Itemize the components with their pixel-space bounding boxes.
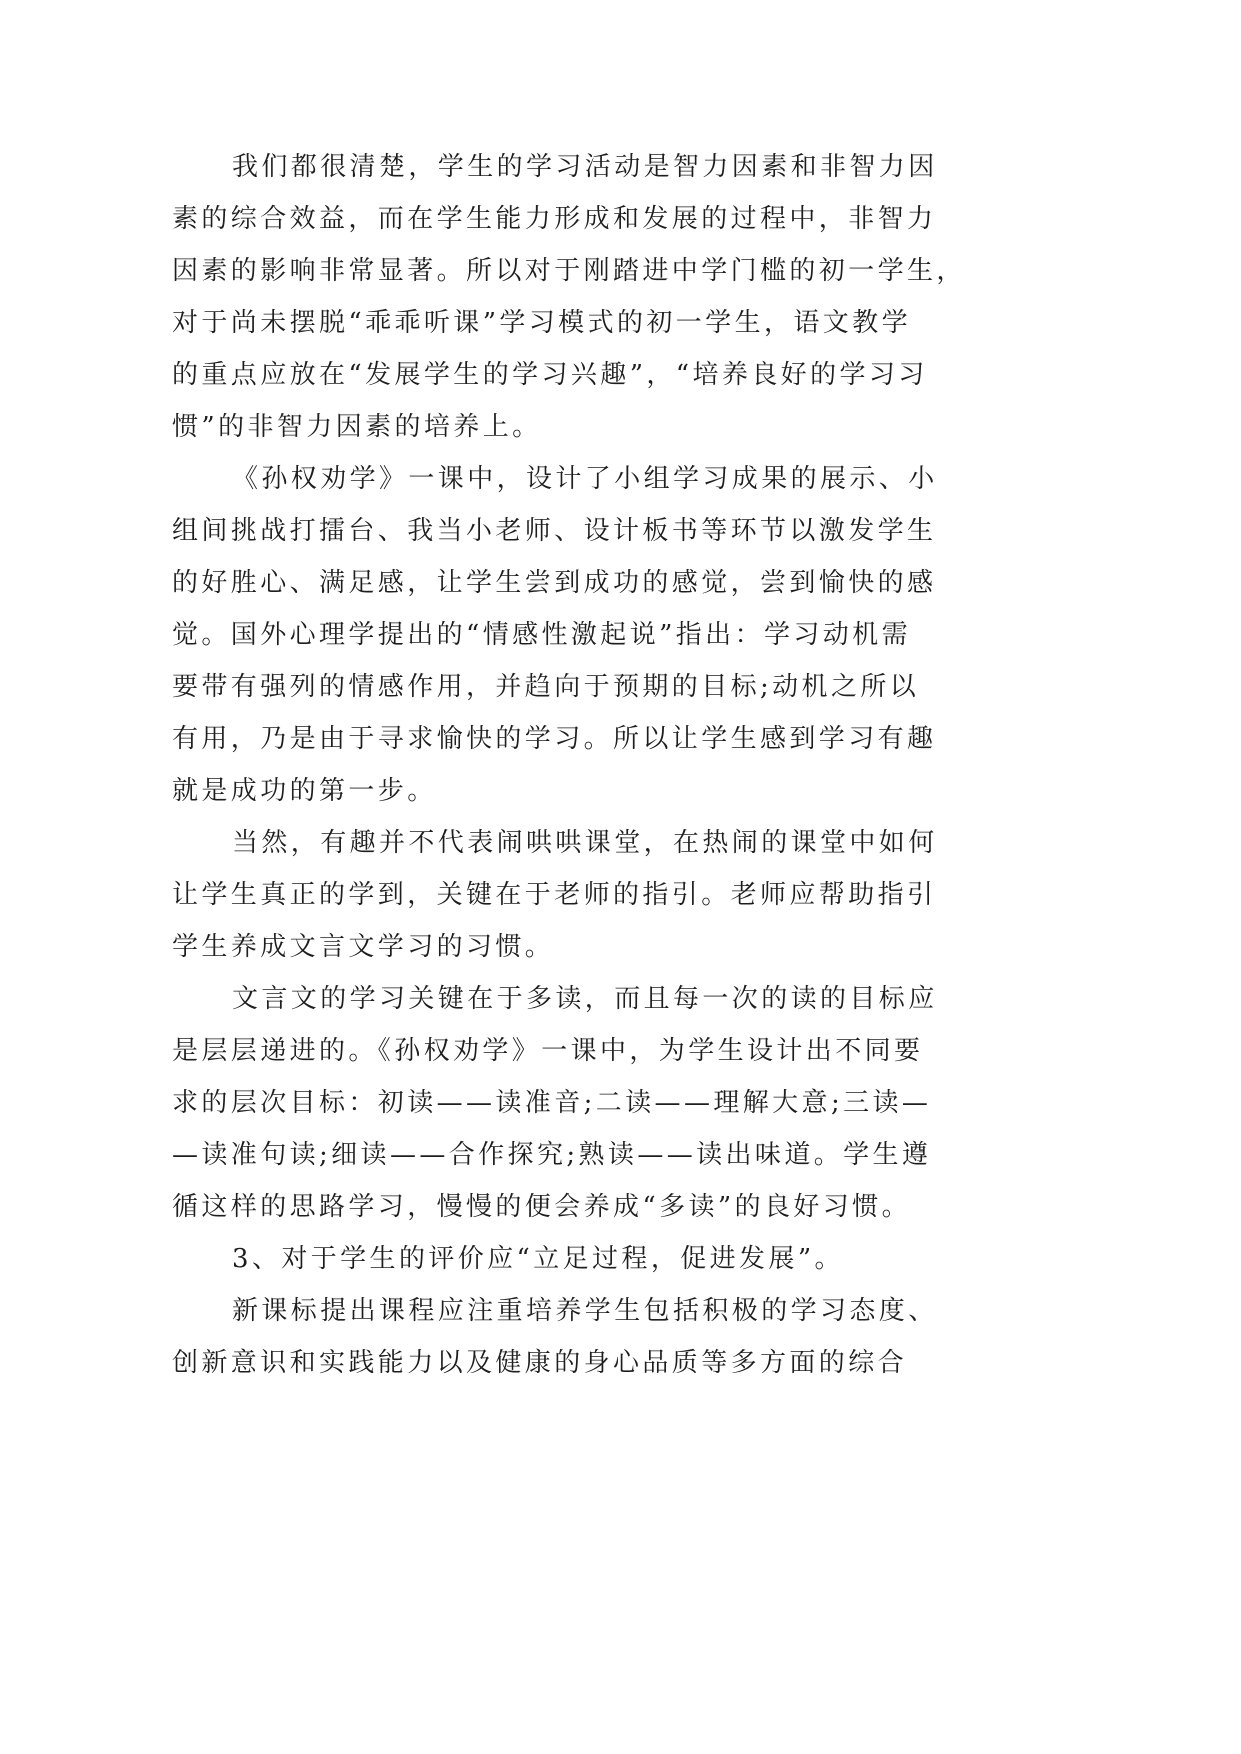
paragraph-line: 是层层递进的。《孙权劝学》一课中，为学生设计出不同要 — [172, 1036, 924, 1066]
paragraph — [172, 1285, 992, 1389]
paragraph-line: 有用，乃是由于寻求愉快的学习。所以让学生感到学习有趣 — [172, 724, 937, 754]
paragraph-line: 觉。国外心理学提出的“情感性激起说”指出：学习动机需 — [172, 620, 911, 650]
paragraph-line: 的重点应放在“发展学生的学习兴趣”，“培养良好的学习习 — [172, 360, 928, 390]
paragraph-line: 当然，有趣并不代表闹哄哄课堂，在热闹的课堂中如何 — [232, 828, 938, 858]
paragraph-line: 让学生真正的学到，关键在于老师的指引。老师应帮助指引 — [172, 880, 937, 910]
paragraph — [172, 973, 992, 1233]
paragraph-line: 《孙权劝学》一课中，设计了小组学习成果的展示、小 — [232, 464, 938, 494]
paragraph-line: 文言文的学习关键在于多读，而且每一次的读的目标应 — [232, 984, 938, 1014]
paragraph-line: —读准句读;细读——合作探究;熟读——读出味道。学生遵 — [172, 1140, 932, 1170]
paragraph-line: 循这样的思路学习，慢慢的便会养成“多读”的良好习惯。 — [172, 1192, 911, 1222]
paragraph-line: 3、对于学生的评价应“立足过程，促进发展”。 — [232, 1244, 844, 1274]
paragraph — [172, 141, 992, 453]
paragraph-line: 求的层次目标：初读——读准音;二读——理解大意;三读— — [172, 1088, 932, 1118]
paragraph-line: 要带有强列的情感作用，并趋向于预期的目标;动机之所以 — [172, 672, 920, 702]
paragraph-line: 新课标提出课程应注重培养学生包括积极的学习态度、 — [232, 1296, 938, 1326]
paragraph — [172, 817, 992, 973]
document-body — [172, 141, 992, 1389]
paragraph-line: 创新意识和实践能力以及健康的身心品质等多方面的综合 — [172, 1348, 908, 1378]
paragraph-line: 因素的影响非常显著。所以对于刚踏进中学门槛的初一学生， — [172, 256, 966, 286]
paragraph-line: 组间挑战打擂台、我当小老师、设计板书等环节以激发学生 — [172, 516, 937, 546]
paragraph-line: 素的综合效益，而在学生能力形成和发展的过程中，非智力 — [172, 204, 937, 234]
paragraph-line: 就是成功的第一步。 — [172, 776, 437, 806]
paragraph-line: 的好胜心、满足感，让学生尝到成功的感觉，尝到愉快的感 — [172, 568, 937, 598]
paragraph-line: 学生养成文言文学习的习惯。 — [172, 932, 555, 962]
section-heading — [172, 1233, 992, 1285]
paragraph-line: 惯”的非智力因素的培养上。 — [172, 412, 542, 442]
paragraph-line: 我们都很清楚，学生的学习活动是智力因素和非智力因 — [232, 152, 938, 182]
paragraph — [172, 453, 992, 817]
paragraph-line: 对于尚未摆脱“乖乖听课”学习模式的初一学生，语文教学 — [172, 308, 911, 338]
